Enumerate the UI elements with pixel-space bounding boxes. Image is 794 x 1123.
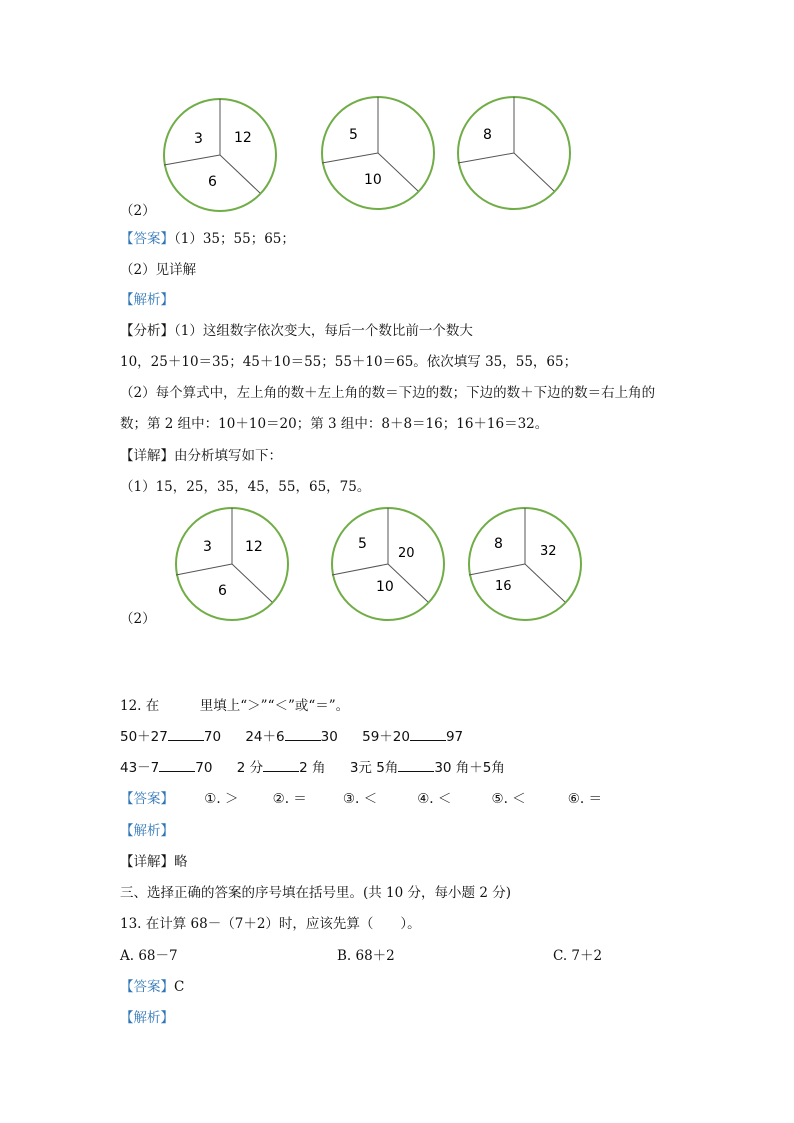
q12-item-5: 2 分 2 角 [236,760,326,776]
q12-answer-line [120,791,628,807]
answer-circle-1-top-left: 3 [203,539,212,555]
q12-answer-3: ③. ＜ [342,791,378,807]
q12-item-1: 50＋27 70 [120,729,222,745]
q13-answer-text: C [174,979,185,995]
analysis-tag: 【解析】 [120,292,174,308]
answer-circle-2-top-left: 5 [358,536,367,552]
q12-detail-line [120,854,188,870]
q13-option-c: C. 7＋2 [553,948,603,964]
q13-title: 13. 在计算 68－（7＋2）时，应该先算（ ）。 [120,916,421,932]
q13-analysis-tag: 【解析】 [120,1010,174,1026]
q12-row-2 [120,760,505,776]
answer-circle-3-top-left: 8 [494,536,503,552]
bottom-figure-label: （2） [120,611,156,627]
circle-2-bottom: 10 [364,172,382,188]
answer-circle-2-top-right: 20 [398,546,415,561]
answer-circle-3-bottom: 16 [495,579,512,594]
xiangjie-text: 由分析填写如下： [174,448,282,464]
sequence-line: （1）15，25，35，45，55，65，75。 [120,479,371,495]
bottom-circle-figure [165,507,595,627]
circle-3-top-left: 8 [483,127,492,143]
answer-circle-3 [469,508,581,620]
q13-option-b: B. 68＋2 [337,948,395,964]
top-circle-figure [150,95,590,215]
answer-circle-3-top-right: 32 [540,544,557,559]
fenxi-tag: 【分析】 [120,323,174,339]
q12-item-2: 24＋6 30 [245,729,338,745]
answer-circle-2 [332,508,444,620]
xiangjie-tag: 【详解】 [120,448,174,464]
q12-detail-tag: 【详解】 [120,854,174,870]
circle-1 [164,99,276,211]
answer-circle-1-top-right: 12 [245,539,263,555]
answer-line-2: （2）见详解 [120,262,197,278]
answer-circle-2-bottom: 10 [376,579,394,595]
q13-answer-tag: 【答案】 [120,979,174,995]
fenxi-line-3: （2）每个算式中，左上角的数＋左上角的数＝下边的数；下边的数＋下边的数＝右上角的 [120,385,656,401]
q12-title: 12. 在 里填上“＞”“＜”或“＝”。 [120,698,350,714]
xiangjie-line [120,448,282,464]
q13-answer-line [120,979,184,995]
fenxi-line-1 [120,323,473,339]
answer-text-1: （1）35；55；65； [174,231,295,247]
q12-answer-1: ①. ＞ [204,791,239,807]
circle-2 [322,97,434,209]
q12-item-4: 43－7 70 [120,760,213,776]
circle-1-top-left: 3 [194,131,203,147]
top-figure-label: （2） [120,203,156,219]
fenxi-line-4: 数；第 2 组中：10＋10＝20；第 3 组中：8＋8＝16；16＋16＝32。 [120,416,549,432]
q12-answer-4: ④. ＜ [417,791,452,807]
circle-1-top-right: 12 [234,130,252,146]
q12-answer-6: ⑥. ＝ [567,791,602,807]
answer-circle-1-bottom: 6 [218,583,227,599]
q13-option-a: A. 68－7 [120,948,178,964]
q12-answer-2: ②. ＝ [272,791,307,807]
q12-row-1 [120,729,463,745]
circle-3 [458,97,570,209]
q12-detail-text: 略 [174,854,188,870]
circle-1-bottom: 6 [208,174,217,190]
answer-circle-1 [176,508,288,620]
q12-item-3: 59＋20 97 [362,729,464,745]
answer-line-1 [120,231,295,247]
answer-tag: 【答案】 [120,231,174,247]
section-3-heading: 三、选择正确的答案的序号填在括号里。(共 10 分，每小题 2 分) [120,885,511,901]
q12-answer-5: ⑤. ＜ [491,791,526,807]
q12-analysis-tag: 【解析】 [120,823,174,839]
circle-2-top-left: 5 [349,127,358,143]
q12-answer-tag: 【答案】 [120,791,174,807]
q12-item-6: 3元 5角 30 角＋5角 [349,760,505,776]
fenxi-text-1: （1）这组数字依次变大，每后一个数比前一个数大 [174,323,473,339]
fenxi-line-2: 10，25＋10＝35；45＋10＝55；55＋10＝65。依次填写 35，55，65； [120,354,578,370]
